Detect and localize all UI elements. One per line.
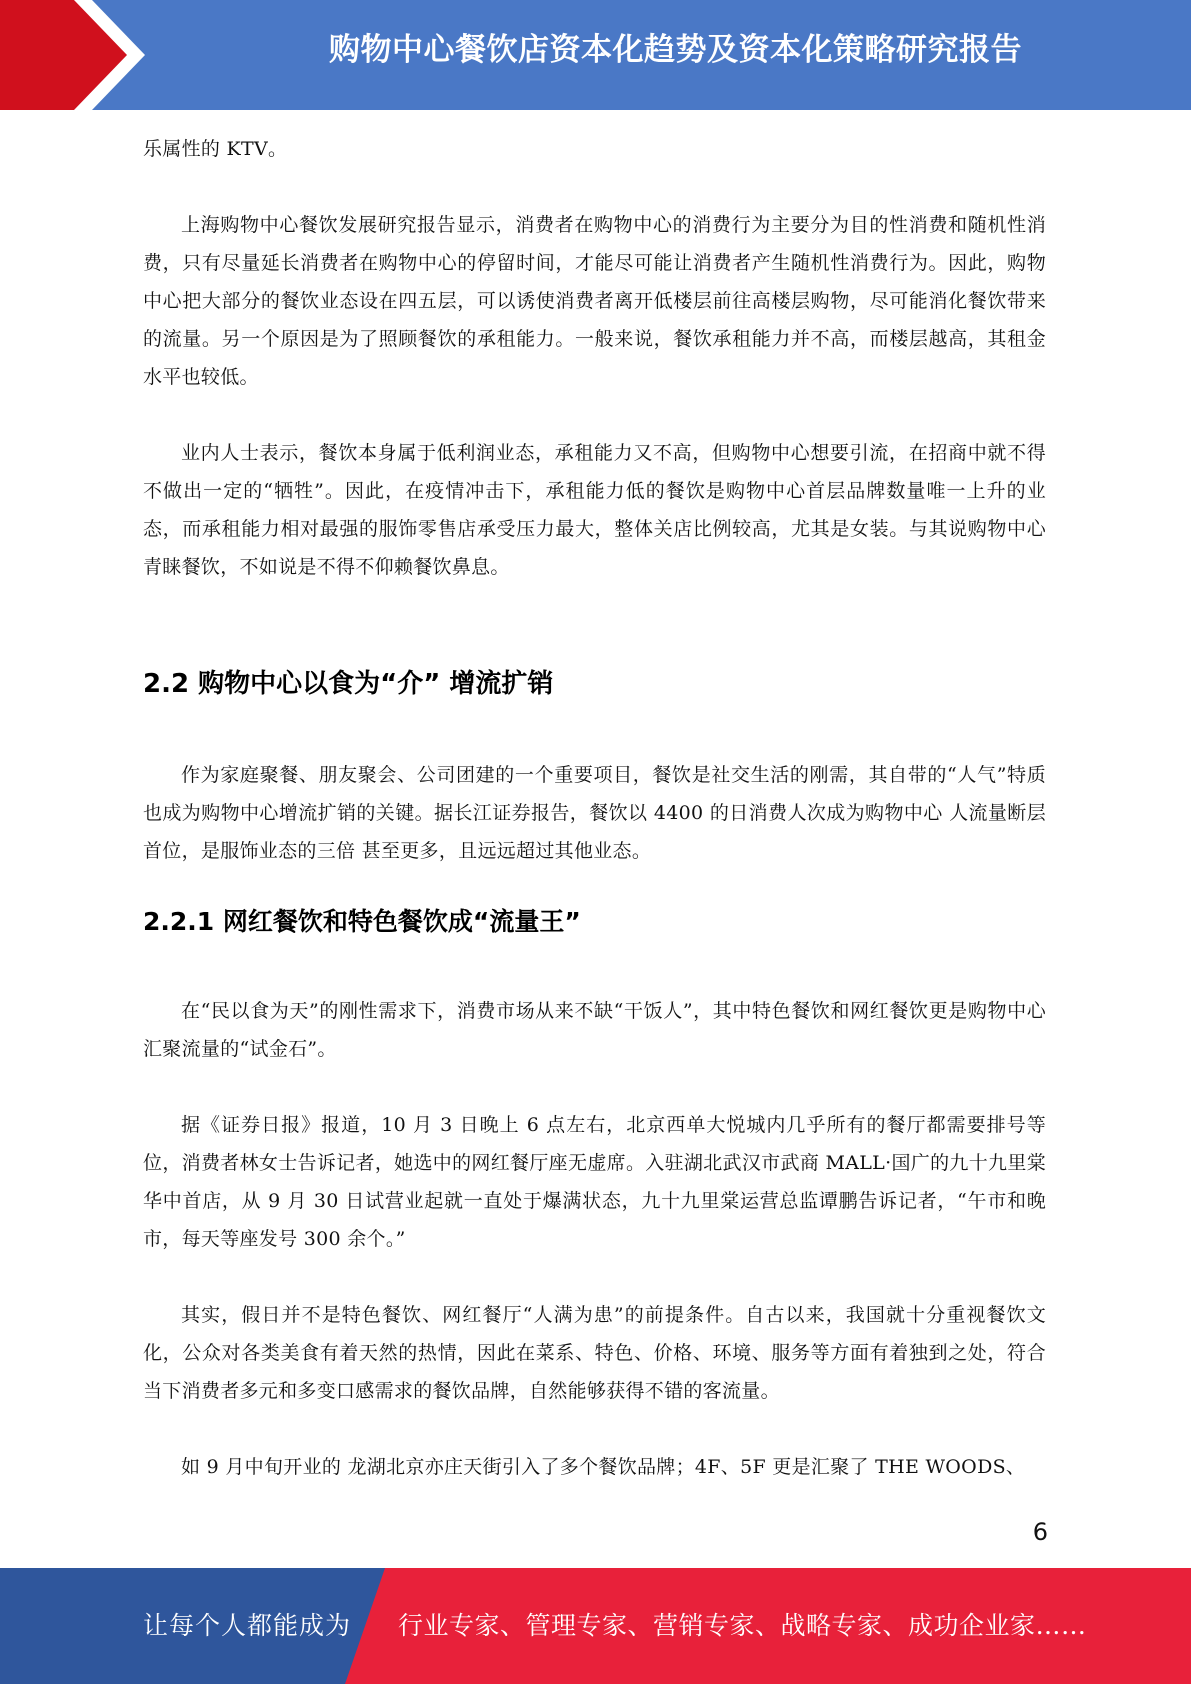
section-heading-2-2-1: 2.2.1 网红餐饮和特色餐饮成“流量王” <box>143 907 581 936</box>
header-arrow-graphic <box>0 0 160 110</box>
paragraph-5: 在“民以食为天”的刚性需求下，消费市场从来不缺“干饭人”，其中特色餐饮和网红餐饮更是购物中心汇聚流量的“试金石”。 <box>143 1000 1046 1060</box>
paragraph-1: 乐属性的 KTV。 <box>143 138 288 160</box>
page-header <box>0 0 1191 110</box>
section-heading-2-2: 2.2 购物中心以食为“介” 增流扩销 <box>143 669 554 699</box>
paragraph-3: 业内人士表示，餐饮本身属于低利润业态，承租能力又不高，但购物中心想要引流，在招商中就不得不做出一定的“牺牲”。因此，在疫情冲击下，承租能力低的餐饮是购物中心首层品牌数量唯一上升的业态，而承租能力相对最强的服饰零售店承受压力最大，整体关店比例较高，尤其是女装。与其说购物中心青睐餐饮，不如说是不得不仰赖餐饮鼻息。 <box>143 442 1046 578</box>
paragraph-7: 其实，假日并不是特色餐饮、网红餐厅“人满为患”的前提条件。自古以来，我国就十分重视餐饮文化，公众对各类美食有着天然的热情，因此在菜系、特色、价格、环境、服务等方面有着独到之处，符合当下消费者多元和多变口感需求的餐饮品牌，自然能够获得不错的客流量。 <box>143 1304 1046 1402</box>
paragraph-2: 上海购物中心餐饮发展研究报告显示，消费者在购物中心的消费行为主要分为目的性消费和随机性消费，只有尽量延长消费者在购物中心的停留时间，才能尽可能让消费者产生随机性消费行为。因此，购物中心把大部分的餐饮业态设在四五层，可以诱使消费者离开低楼层前往高楼层购物，尽可能消化餐饮带来的流量。另一个原因是为了照顾餐饮的承租能力。一般来说，餐饮承租能力并不高，而楼层越高，其租金水平也较低。 <box>143 214 1046 388</box>
header-title: 购物中心餐饮店资本化趋势及资本化策略研究报告 <box>329 32 1022 68</box>
paragraph-8: 如 9 月中旬开业的 龙湖北京亦庄天街引入了多个餐饮品牌；4F、5F 更是汇聚了 THE WOODS、 <box>181 1456 1026 1478</box>
document-body <box>143 130 1046 1486</box>
page-number: 6 <box>1032 1518 1048 1546</box>
paragraph-4: 作为家庭聚餐、朋友聚会、公司团建的一个重要项目，餐饮是社交生活的刚需，其自带的“人气”特质也成为购物中心增流扩销的关键。据长江证券报告，餐饮以 4400 的日消费人次成为购物中心 人流量断层首位，是服饰业态的三倍 甚至更多，且远远超过其他业态。 <box>143 764 1046 862</box>
page-footer <box>0 1568 1191 1684</box>
footer-slogan-left: 让每个人都能成为 <box>143 1611 352 1640</box>
footer-slogan-right: 行业专家、管理专家、营销专家、战略专家、成功企业家…… <box>398 1611 1087 1640</box>
paragraph-6: 据《证券日报》报道，10 月 3 日晚上 6 点左右，北京西单大悦城内几乎所有的餐厅都需要排号等位，消费者林女士告诉记者，她选中的网红餐厅座无虚席。入驻湖北武汉市武商 MALL·国广的九十九里棠华中首店，从 9 月 30 日试营业起就一直处于爆满状态，九十九里棠运营总监谭鹏告诉记者，“午市和晚市，每天等座发号 300 余个。” <box>143 1114 1046 1250</box>
